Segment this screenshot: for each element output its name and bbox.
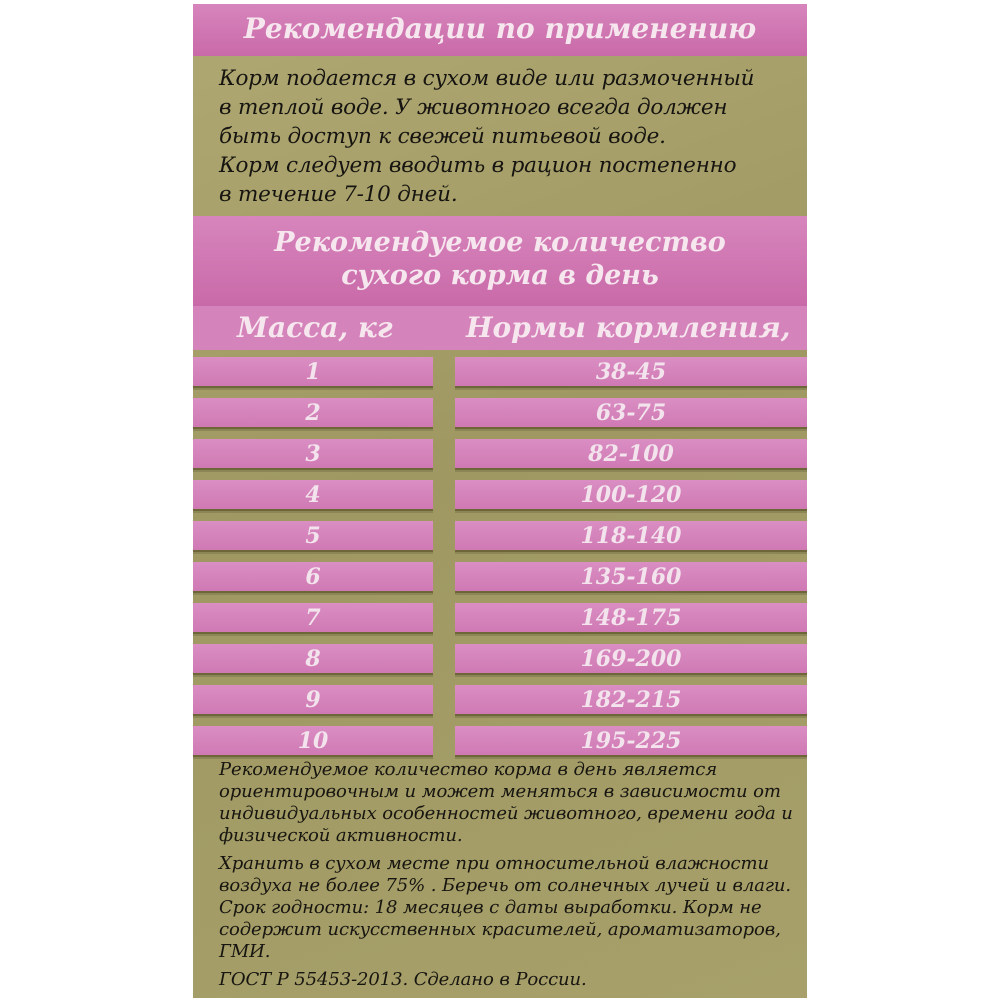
daily-amount-title bbox=[193, 216, 807, 306]
table-row bbox=[193, 475, 807, 516]
mass-cell: 6 bbox=[193, 562, 433, 593]
table-row bbox=[193, 352, 807, 393]
mass-cell: 7 bbox=[193, 603, 433, 634]
norm-cell: 38-45 bbox=[455, 357, 807, 388]
amount-disclaimer: Рекомендуемое количество корма в день является ориентировочным и может меняться в зависимости от индивидуальных особенностей животного, времени года и физической активности. bbox=[219, 759, 793, 846]
usage-instructions-line: Корм подается в сухом виде или размоченный bbox=[219, 66, 755, 91]
usage-instructions-line: в течение 7-10 дней. bbox=[219, 182, 458, 207]
mass-cell: 2 bbox=[193, 398, 433, 429]
norm-cell: 82-100 bbox=[455, 439, 807, 470]
usage-recommendations-title: Рекомендации по применению bbox=[193, 4, 807, 56]
footer-notes bbox=[219, 759, 799, 997]
usage-instructions-line: Корм следует вводить в рацион постепенно bbox=[219, 153, 737, 178]
mass-cell: 10 bbox=[193, 726, 433, 757]
table-row bbox=[193, 598, 807, 639]
storage-conditions: Хранить в сухом месте при относительной влажности воздуха не более 75% . Беречь от солнечных лучей и влаги. Срок годности: 18 месяцев с даты выработки. Корм не содержит искусственных красителей, ароматизаторов, ГМИ. bbox=[219, 853, 791, 962]
mass-cell: 4 bbox=[193, 480, 433, 511]
norm-cell: 135-160 bbox=[455, 562, 807, 593]
mass-cell: 5 bbox=[193, 521, 433, 552]
mass-cell: 1 bbox=[193, 357, 433, 388]
mass-cell: 9 bbox=[193, 685, 433, 716]
daily-amount-title-line1: Рекомендуемое количество bbox=[274, 227, 726, 258]
norm-cell: 169-200 bbox=[455, 644, 807, 675]
gost-origin: ГОСТ Р 55453-2013. Сделано в России. bbox=[219, 969, 587, 990]
mass-cell: 3 bbox=[193, 439, 433, 470]
feeding-table bbox=[193, 352, 807, 762]
norm-cell: 148-175 bbox=[455, 603, 807, 634]
label-panel bbox=[193, 4, 807, 998]
norm-cell: 100-120 bbox=[455, 480, 807, 511]
column-header-mass: Масса, кг bbox=[237, 311, 393, 344]
usage-instructions-line: в теплой воде. У животного всегда должен bbox=[219, 95, 728, 120]
table-row bbox=[193, 516, 807, 557]
norm-cell: 195-225 bbox=[455, 726, 807, 757]
table-row bbox=[193, 721, 807, 762]
feeding-table-header bbox=[193, 306, 807, 350]
table-row bbox=[193, 557, 807, 598]
usage-instructions-line: быть доступ к свежей питьевой воде. bbox=[219, 124, 666, 149]
norm-cell: 63-75 bbox=[455, 398, 807, 429]
column-header-norm: Нормы кормления, bbox=[466, 311, 791, 344]
norm-cell: 182-215 bbox=[455, 685, 807, 716]
table-row bbox=[193, 680, 807, 721]
table-row bbox=[193, 434, 807, 475]
mass-cell: 8 bbox=[193, 644, 433, 675]
norm-cell: 118-140 bbox=[455, 521, 807, 552]
daily-amount-title-line2: сухого корма в день bbox=[341, 260, 659, 291]
table-row bbox=[193, 393, 807, 434]
usage-instructions bbox=[219, 64, 799, 209]
table-row bbox=[193, 639, 807, 680]
